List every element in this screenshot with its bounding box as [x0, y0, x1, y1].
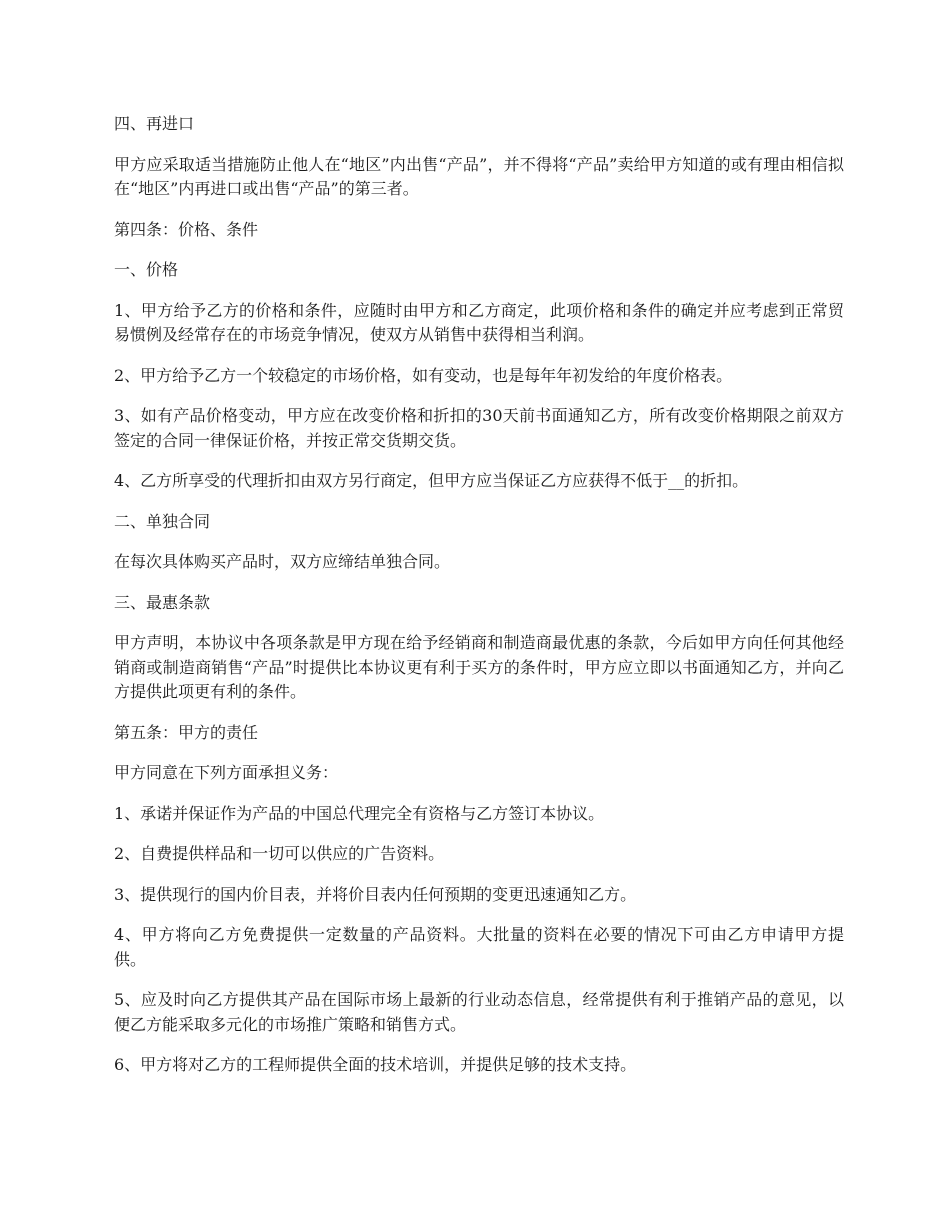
paragraph-reimport-clause: 甲方应采取适当措施防止他人在“地区”内出售“产品”，并不得将“产品”卖给甲方知道的或有理由相信拟在“地区”内再进口或出售“产品”的第三者。	[114, 154, 844, 198]
price-item-4: 4、乙方所享受的代理折扣由双方另行商定，但甲方应当保证乙方应获得不低于__的折扣。	[114, 471, 749, 490]
article-4-heading: 第四条：价格、条件	[114, 219, 259, 239]
mfn-paragraph: 甲方声明，本协议中各项条款是甲方现在给予经销商和制造商最优惠的条款，今后如甲方向任何其他经销商或制造商销售“产品”时提供比本协议更有利于买方的条件时，甲方应立即以书面通知乙方，并向乙方提供此项更有利的条件。	[114, 633, 844, 701]
section-separate-contract-heading: 二、单独合同	[114, 511, 211, 531]
obligation-item-4: 4、甲方将向乙方免费提供一定数量的产品资料。大批量的资料在必要的情况下可由乙方申请甲方提供。	[114, 925, 844, 969]
obligation-item-5: 5、应及时向乙方提供其产品在国际市场上最新的行业动态信息，经常提供有利于推销产品的意见，以便乙方能采取多元化的市场推广策略和销售方式。	[114, 990, 844, 1034]
separate-contract-paragraph: 在每次具体购买产品时，双方应缔结单独合同。	[114, 552, 451, 571]
obligation-item-2: 2、自费提供样品和一切可以供应的广告资料。	[114, 844, 445, 863]
article-5-heading: 第五条：甲方的责任	[114, 722, 259, 742]
price-item-2: 2、甲方给予乙方一个较稳定的市场价格，如有变动，也是每年年初发给的年度价格表。	[114, 365, 733, 385]
obligation-item-6: 6、甲方将对乙方的工程师提供全面的技术培训，并提供足够的技术支持。	[114, 1055, 637, 1074]
section-mfn-heading: 三、最惠条款	[114, 592, 211, 612]
obligation-item-3: 3、提供现行的国内价目表，并将价目表内任何预期的变更迅速通知乙方。	[114, 884, 637, 904]
heading-reimport: 四、再进口	[114, 114, 195, 133]
section-price-heading: 一、价格	[114, 260, 179, 279]
price-item-3: 3、如有产品价格变动，甲方应在改变价格和折扣的30天前书面通知乙方，所有改变价格期限之前双方签定的合同一律保证价格，并按正常交货期交货。	[114, 406, 844, 450]
obligation-item-1: 1、承诺并保证作为产品的中国总代理完全有资格与乙方签订本协议。	[114, 803, 605, 823]
price-item-1: 1、甲方给予乙方的价格和条件，应随时由甲方和乙方商定，此项价格和条件的确定并应考虑到正常贸易惯例及经常存在的市场竞争情况，使双方从销售中获得相当利润。	[114, 300, 844, 344]
obligations-intro: 甲方同意在下列方面承担义务：	[114, 763, 339, 782]
document-body	[114, 112, 844, 1094]
